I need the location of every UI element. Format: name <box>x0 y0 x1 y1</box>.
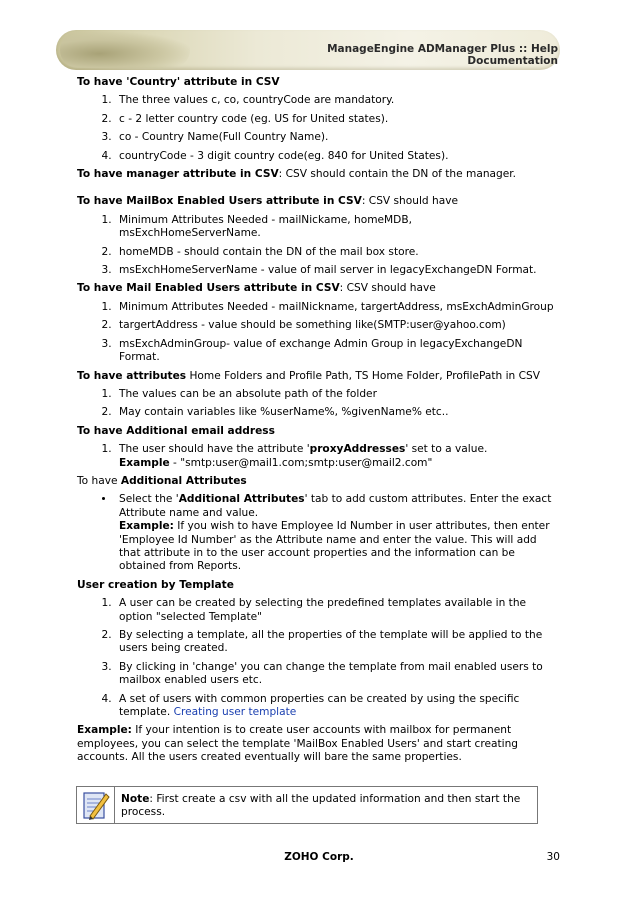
attributes-heading: To have attributes <box>77 369 187 382</box>
note-box <box>76 786 538 824</box>
template-list <box>77 597 557 719</box>
note-text-block <box>121 793 531 820</box>
list-item: 2. c - 2 letter country code (eg. US for United states). <box>115 113 557 126</box>
template-item4-text: A set of users with common properties can be created by using the specific template. <box>119 692 520 719</box>
page-number: 30 <box>546 851 560 863</box>
example-text: If your intention is to create user accounts with mailbox for permanent employees, you can select the template 'MailBox Enabled Users' and start creating accounts. All the users created eventually will bare the same properties. <box>77 724 519 764</box>
list-item: 1. Minimum Attributes Needed - mailNickame, homeMDB, msExchHomeServerName. <box>115 214 557 241</box>
header-title: ManageEngine ADManager Plus :: Help Documentation <box>327 43 558 67</box>
manager-paragraph <box>77 168 557 181</box>
list-item: 1. The three values c, co, countryCode are mandatory. <box>115 94 557 107</box>
email-heading: To have Additional email address <box>77 424 275 437</box>
note-text: : First create a csv with all the updated information and then start the process. <box>121 793 521 819</box>
additional-paragraph <box>77 475 557 488</box>
list-item: 2. May contain variables like %userName%, %givenName% etc.. <box>115 406 557 419</box>
mailbox-list <box>77 214 557 278</box>
additional-heading-prefix: To have <box>77 474 121 487</box>
mail-enabled-heading: To have Mail Enabled Users attribute in CSV <box>77 282 340 295</box>
additional-list <box>77 493 557 573</box>
list-item: 1. A user can be created by selecting the predefined templates available in the option "selected Template" <box>115 597 557 624</box>
country-list <box>77 94 557 163</box>
template-heading: User creation by Template <box>77 578 234 591</box>
list-item: 3. By clicking in 'change' you can change the template from mail enabled users to mailbox enabled users etc. <box>115 661 557 688</box>
mail-enabled-text: : CSV should have <box>339 282 436 295</box>
additional-bullet-prefix: Select the ' <box>119 493 179 506</box>
list-item: 2. By selecting a template, all the properties of the template will be applied to the users being created. <box>115 629 557 656</box>
example-paragraph <box>77 724 557 764</box>
email-example-text: - "smtp:user@mail1.com;smtp:user@mail2.com" <box>169 456 433 469</box>
additional-bullet-suffix: ' tab to add custom attributes. Enter the exact Attribute name and value. <box>119 493 552 519</box>
list-item <box>115 443 557 470</box>
attributes-list <box>77 388 557 420</box>
list-item: 3. msExchHomeServerName - value of mail server in legacyExchangeDN Format. <box>115 264 557 277</box>
list-item: 1. Minimum Attributes Needed - mailNickname, targertAddress, msExchAdminGroup <box>115 301 557 314</box>
additional-example-text: If you wish to have Employee Id Number in user attributes, then enter 'Employee Id Number' as the Attribute name and enter the value. This will add that attribute in to the user account properties and the information can be obtained from Reports. <box>119 520 550 573</box>
list-item: 1. The values can be an absolute path of the folder <box>115 388 557 401</box>
additional-example-label: Example: <box>119 520 174 533</box>
footer-company: ZOHO Corp. <box>284 851 354 863</box>
email-item-prefix: The user should have the attribute ' <box>119 443 310 456</box>
email-item-suffix: ' set to a value. <box>405 443 488 456</box>
example-label: Example: <box>77 724 132 737</box>
note-icon-cell <box>77 787 115 823</box>
mail-enabled-list <box>77 301 557 365</box>
mailbox-paragraph <box>77 195 557 208</box>
header-swirl-decoration <box>60 32 190 68</box>
list-item: 3. co - Country Name(Full Country Name). <box>115 131 557 144</box>
email-example-label: Example <box>119 456 170 469</box>
mail-enabled-paragraph <box>77 282 557 295</box>
mailbox-text: : CSV should have <box>361 195 458 208</box>
attributes-text: Home Folders and Profile Path, TS Home Folder, ProfilePath in CSV <box>186 369 540 382</box>
manager-heading: To have manager attribute in CSV <box>77 168 279 181</box>
country-heading: To have 'Country' attribute in CSV <box>77 76 280 88</box>
mailbox-heading: To have MailBox Enabled Users attribute in CSV <box>77 195 362 208</box>
manager-text: : CSV should contain the DN of the manager. <box>278 168 517 181</box>
list-item: 3. msExchAdminGroup- value of exchange Admin Group in legacyExchangeDN Format. <box>115 338 557 365</box>
list-item <box>115 493 557 573</box>
additional-bullet-bold: Additional Attributes <box>178 493 305 506</box>
list-item <box>115 693 557 720</box>
list-item: 2. targertAddress - value should be something like(SMTP:user@yahoo.com) <box>115 319 557 332</box>
document-body <box>77 76 557 765</box>
list-item: 2. homeMDB - should contain the DN of the mail box store. <box>115 246 557 259</box>
email-item-bold: proxyAddresses <box>309 443 406 456</box>
email-list <box>77 443 557 470</box>
list-item: 4. countryCode - 3 digit country code(eg. 840 for United States). <box>115 150 557 163</box>
creating-user-template-link[interactable]: Creating user template <box>173 706 297 719</box>
note-label: Note <box>121 793 150 805</box>
note-pencil-icon <box>77 787 113 823</box>
attributes-paragraph <box>77 370 557 383</box>
additional-heading-bold: Additional Attributes <box>120 474 247 487</box>
